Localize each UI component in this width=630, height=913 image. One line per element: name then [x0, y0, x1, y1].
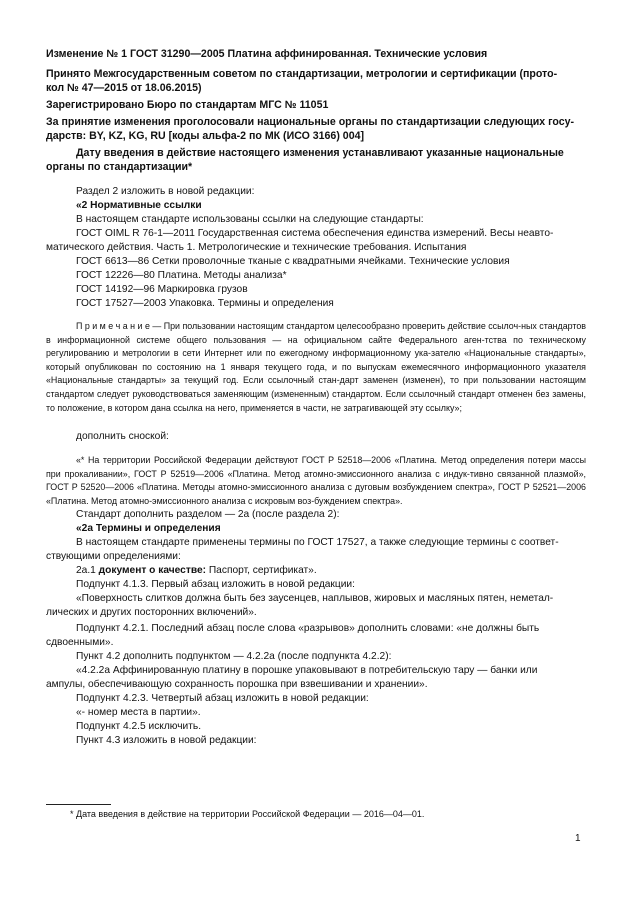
amendment-title: Изменение № 1 ГОСТ 31290—2005 Платина аффинированная. Технические условия — [46, 48, 488, 60]
effective-date-line-1: Дату введения в действие настоящего изменения устанавливают указанные национальные — [76, 147, 564, 159]
reference-3: ГОСТ 12226—80 Платина. Методы анализа* — [76, 270, 287, 281]
section-2a-paragraph-2: ствующими определениями: — [46, 551, 181, 562]
subclause-425: Подпункт 4.2.5 исключить. — [76, 721, 202, 732]
vote-line-1: За принятие изменения проголосовали национальные органы по стандартизации следующих госу- — [46, 116, 575, 128]
subclause-423: Подпункт 4.2.3. Четвертый абзац изложить в новой редакции: — [76, 693, 369, 704]
page-number: 1 — [575, 833, 581, 844]
clause-42: Пункт 4.2 дополнить подпунктом — 4.2.2а (после подпункта 4.2.2): — [76, 651, 392, 662]
subclause-423-quote: «- номер места в партии». — [76, 707, 201, 718]
subclause-422a-2: ампулы, обеспечивающую сохранность порошка при взвешивании и хранении». — [46, 679, 428, 690]
add-footnote-line: дополнить сноской: — [76, 431, 169, 442]
term-definition: Паспорт, сертификат». — [206, 565, 317, 576]
subclause-421-1: Подпункт 4.2.1. Последний абзац после слова «разрывов» дополнить словами: «не должны быть — [76, 623, 540, 634]
subclause-421-2: сдвоенными». — [46, 637, 114, 648]
page-footnote: * Дата введения в действие на территории Российской Федерации — 2016—04—01. — [70, 809, 425, 819]
clause-43: Пункт 4.3 изложить в новой редакции: — [76, 735, 257, 746]
section-2-title: «2 Нормативные ссылки — [76, 200, 202, 211]
section-2-intro: Раздел 2 изложить в новой редакции: — [76, 186, 255, 197]
term-number: 2а.1 — [76, 565, 99, 576]
reference-1-line-1: ГОСТ OIML R 76-1—2011 Государственная система обеспечения единства измерений. Весы неавто- — [76, 228, 554, 239]
term-name: документ о качестве: — [98, 565, 207, 576]
footnote-divider — [46, 804, 111, 805]
adoption-line-2: кол № 47—2015 от 18.06.2015) — [46, 82, 202, 94]
reference-2: ГОСТ 6613—86 Сетки проволочные тканые с квадратными ячейками. Технические условия — [76, 256, 510, 267]
footnote-insert: «* На территории Российской Федерации действуют ГОСТ Р 52518—2006 «Платина. Метод определения потери массы при прокаливании», ГОСТ Р 52519—2006 «Платина. Метод атомно-эмиссионного анализа с индук-тивно связанной плазмой», ГОСТ Р 52520—2006 «Платина. Методы атомно-эмиссионного анализа с дуговым возбуждением спектра», ГОСТ Р 52521—2006 «Платина. Метод атомно-эмиссионного анализа с искровым воз-буждением спектра». — [46, 455, 586, 506]
subclause-422a-1: «4.2.2а Аффинированную платину в порошке упаковывают в потребительскую тару — банки или — [76, 665, 538, 676]
adoption-line-1: Принято Межгосударственным советом по стандартизации, метрологии и сертификации (прото- — [46, 68, 558, 80]
reference-4: ГОСТ 14192—96 Маркировка грузов — [76, 284, 248, 295]
registration-line: Зарегистрировано Бюро по стандартам МГС № 11051 — [46, 99, 329, 111]
section-2-paragraph: В настоящем стандарте использованы ссылки на следующие стандарты: — [76, 214, 424, 225]
section-2a-paragraph-1: В настоящем стандарте применены термины по ГОСТ 17527, а также следующие термины с соответ- — [76, 537, 559, 548]
section-2a-title: «2а Термины и определения — [76, 523, 221, 534]
note-paragraph: П р и м е ч а н и е — При пользовании настоящим стандартом целесообразно проверить действие ссылоч-ных стандартов в информационной системе общего пользования — на официальном сайте Федерального аген-тства по техническому регулированию и метрологии в сети Интернет или по ежегодному информационному ука-зателю «Национальные стандарты», который опубликован по состоянию на 1 января текущего года, и по выпускам ежемесячного информационного указателя «Национальные стандарты» за текущий год. Если ссылочный стан-дарт заменен (изменен), то при пользовании настоящим стандартом следует руководствоваться заменяющим (измененным) стандартом. Если ссылочный стандарт отменен без замены, то положение, в котором дана ссылка на него, применяется в части, не затрагивающей эту ссылку»; — [46, 321, 586, 413]
term-2a-1 — [46, 564, 616, 578]
subclause-413-quote-2: лических и других посторонних включений». — [46, 607, 257, 618]
section-2a-intro: Стандарт дополнить разделом — 2а (после раздела 2): — [76, 509, 340, 520]
subclause-413: Подпункт 4.1.3. Первый абзац изложить в новой редакции: — [76, 579, 355, 590]
effective-date-line-2: органы по стандартизации* — [46, 161, 193, 173]
vote-line-2: дарств: BY, KZ, KG, RU [коды альфа-2 по МК (ИСО 3166) 004] — [46, 130, 365, 142]
subclause-413-quote-1: «Поверхность слитков должна быть без заусенцев, наплывов, жировых и масляных пятен, неметал- — [76, 593, 554, 604]
reference-1-line-2: матического действия. Часть 1. Метрологические и технические требования. Испытания — [46, 242, 467, 253]
reference-5: ГОСТ 17527—2003 Упаковка. Термины и определения — [76, 298, 334, 309]
